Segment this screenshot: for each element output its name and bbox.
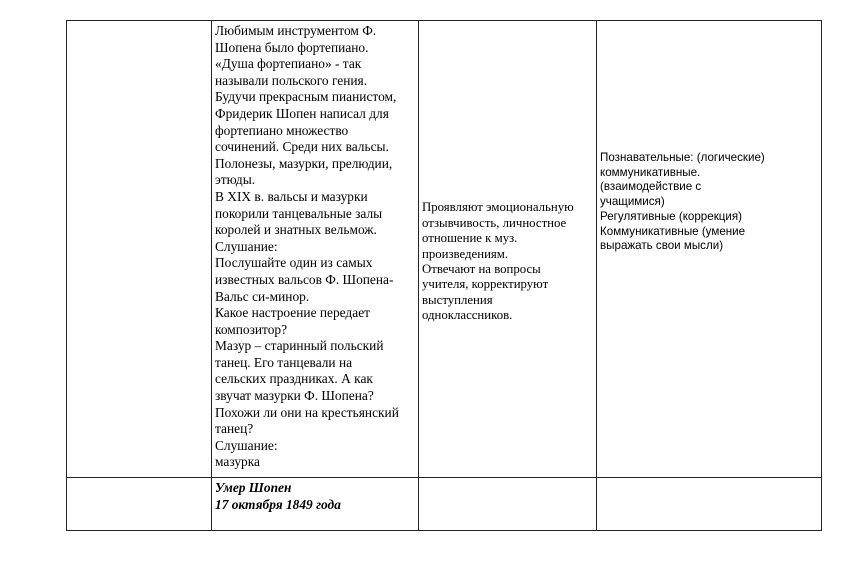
student-activity-line: выступления bbox=[422, 292, 493, 307]
student-activity-text bbox=[422, 174, 593, 323]
lesson-table bbox=[66, 20, 822, 531]
stage-cell bbox=[67, 21, 212, 478]
death-note-line: 17 октября 1849 года bbox=[215, 496, 341, 512]
teacher-activity-line: Мазур – старинный польский bbox=[215, 338, 384, 354]
teacher-activity-line: Будучи прекрасным пианистом, bbox=[215, 89, 397, 105]
teacher-activity-line: Слушание: bbox=[215, 437, 278, 453]
teacher-activity-line: сельских праздниках. А как bbox=[215, 371, 373, 387]
teacher-activity-line: Шопена было фортепиано. bbox=[215, 39, 369, 55]
table-row bbox=[67, 21, 822, 478]
teacher-activity-line: фортепиано множество bbox=[215, 122, 349, 138]
teacher-activity-line: Слушание: bbox=[215, 238, 278, 254]
uud-line: Коммуникативные (умение bbox=[600, 224, 746, 238]
teacher-activity-text bbox=[215, 21, 415, 471]
uud-line: коммуникативные. bbox=[600, 165, 701, 179]
student-activity-line: произведениям. bbox=[422, 246, 509, 261]
teacher-activity-line: Вальс си-минор. bbox=[215, 288, 310, 304]
uud-cell-empty bbox=[597, 478, 822, 531]
teacher-activity-line: этюды. bbox=[215, 172, 256, 188]
teacher-activity-line: танец. Его танцевали на bbox=[215, 354, 353, 370]
teacher-activity-line: Похожи ли они на крестьянский bbox=[215, 404, 399, 420]
teacher-activity-cell bbox=[212, 21, 419, 478]
teacher-activity-line: Полонезы, мазурки, прелюдии, bbox=[215, 155, 393, 171]
uud-line: Познавательные: (логические) bbox=[600, 150, 765, 164]
teacher-activity-line: Какое настроение передает bbox=[215, 305, 370, 321]
stage-cell-empty bbox=[67, 478, 212, 531]
teacher-activity-line: сочинений. Среди них вальсы. bbox=[215, 139, 389, 155]
student-activity-line: отзывчивость, личностное bbox=[422, 215, 567, 230]
death-note-line: Умер Шопен bbox=[215, 480, 292, 495]
teacher-activity-line: Любимым инструментом Ф. bbox=[215, 23, 377, 38]
student-activity-cell-empty bbox=[419, 478, 597, 531]
student-activity-line: одноклассников. bbox=[422, 308, 513, 323]
teacher-activity-line: известных вальсов Ф. Шопена- bbox=[215, 271, 394, 287]
student-activity-line: учителя, корректируют bbox=[422, 277, 549, 292]
teacher-activity-line: звучат мазурки Ф. Шопена? bbox=[215, 388, 374, 404]
student-activity-line: Отвечают на вопросы bbox=[422, 262, 541, 276]
student-activity-cell bbox=[419, 21, 597, 478]
teacher-activity-line: композитор? bbox=[215, 321, 288, 337]
teacher-activity-line: Послушайте один из самых bbox=[215, 255, 373, 271]
uud-text bbox=[600, 151, 818, 255]
teacher-activity-line: В XIX в. вальсы и мазурки bbox=[215, 188, 368, 204]
teacher-activity-line: королей и знатных вельмож. bbox=[215, 222, 377, 238]
teacher-activity-line: «Душа фортепиано» - так bbox=[215, 56, 362, 72]
teacher-activity-line: покорили танцевальные залы bbox=[215, 205, 383, 221]
table-row bbox=[67, 478, 822, 531]
uud-line: Регулятивные (коррекция) bbox=[600, 209, 743, 223]
teacher-activity-line: мазурка bbox=[215, 454, 260, 470]
uud-line: (взаимодействие с bbox=[600, 180, 702, 194]
uud-line: учащимися) bbox=[600, 195, 665, 209]
death-note-cell bbox=[212, 478, 419, 531]
death-note-text bbox=[215, 478, 415, 513]
student-activity-line: Проявляют эмоциональную bbox=[422, 200, 574, 215]
teacher-activity-line: танец? bbox=[215, 421, 254, 437]
teacher-activity-line: Фридерик Шопен написал для bbox=[215, 105, 389, 121]
uud-cell bbox=[597, 21, 822, 478]
student-activity-line: отношение к муз. bbox=[422, 231, 518, 246]
teacher-activity-line: называли польского гения. bbox=[215, 72, 368, 88]
uud-line: выражать свои мысли) bbox=[600, 239, 724, 253]
